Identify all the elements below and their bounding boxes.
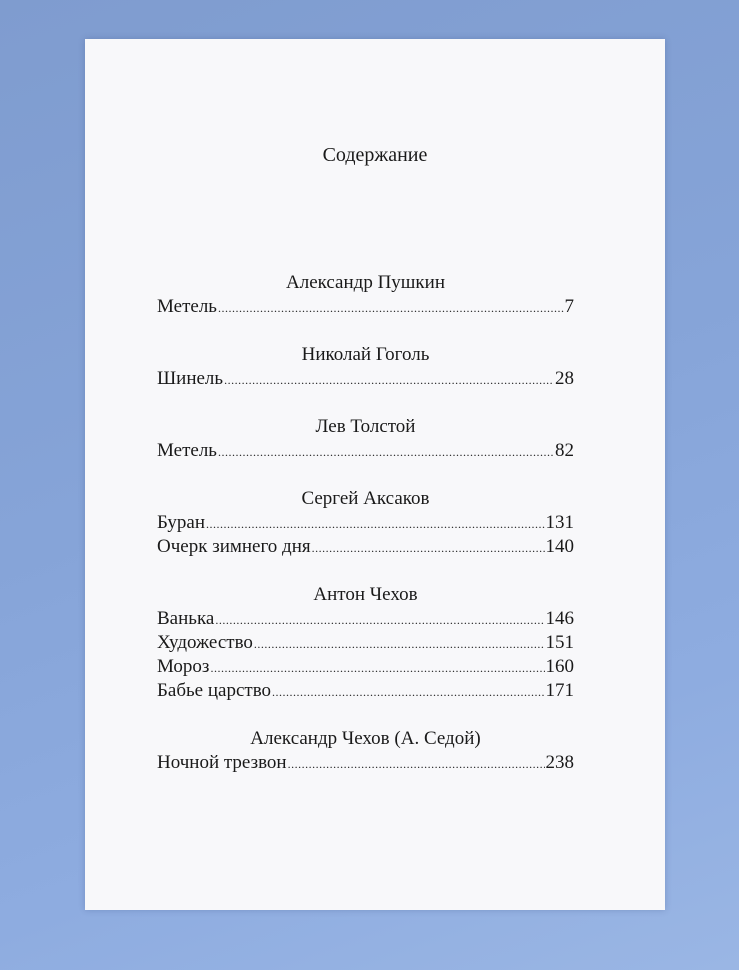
entry-title: Ванька	[157, 608, 215, 629]
toc-entry[interactable]	[157, 295, 574, 319]
author-heading: Антон Чехов	[313, 584, 418, 605]
toc-entry[interactable]	[157, 367, 574, 391]
author-heading: Александр Пушкин	[286, 272, 445, 293]
entry-title: Буран	[157, 512, 206, 533]
entry-page-number: 171	[545, 680, 574, 701]
dot-leader	[288, 752, 545, 776]
toc-entry[interactable]	[157, 751, 574, 775]
toc-entry[interactable]	[157, 535, 574, 559]
entry-page-number: 160	[545, 656, 574, 677]
author-heading: Сергей Аксаков	[301, 488, 430, 509]
author-heading: Лев Толстой	[315, 416, 416, 437]
entry-page-number: 82	[555, 440, 574, 461]
dot-leader	[210, 656, 544, 680]
entry-page-number: 28	[555, 368, 574, 389]
dot-leader	[218, 296, 564, 320]
toc-entry[interactable]	[157, 439, 574, 463]
dot-leader	[254, 632, 545, 656]
book-page	[85, 39, 665, 910]
entry-title: Ночной трезвон	[157, 752, 287, 773]
dot-leader	[272, 680, 544, 704]
toc-entry[interactable]	[157, 631, 574, 655]
dot-leader	[206, 512, 544, 536]
dot-leader	[215, 608, 544, 632]
entry-page-number: 151	[545, 632, 574, 653]
entry-title: Метель	[157, 296, 217, 317]
dot-leader	[312, 536, 545, 560]
dot-leader	[224, 368, 554, 392]
table-of-contents	[157, 271, 574, 775]
entry-title: Шинель	[157, 368, 224, 389]
entry-page-number: 146	[545, 608, 574, 629]
page-title: Содержание	[322, 144, 428, 166]
entry-title: Бабье царство	[157, 680, 272, 701]
entry-page-number: 140	[545, 536, 574, 557]
author-heading: Николай Гоголь	[301, 344, 430, 365]
entry-title: Художество	[157, 632, 253, 653]
entry-title: Мороз	[157, 656, 210, 677]
toc-entry[interactable]	[157, 607, 574, 631]
toc-entry[interactable]	[157, 511, 574, 535]
entry-title: Очерк зимнего дня	[157, 536, 311, 557]
entry-page-number: 238	[545, 752, 574, 773]
toc-entry[interactable]	[157, 655, 574, 679]
entry-page-number: 131	[545, 512, 574, 533]
dot-leader	[218, 440, 554, 464]
entry-page-number: 7	[564, 296, 574, 317]
entry-title: Метель	[157, 440, 217, 461]
author-heading: Александр Чехов (А. Седой)	[250, 728, 481, 749]
toc-entry[interactable]	[157, 679, 574, 703]
